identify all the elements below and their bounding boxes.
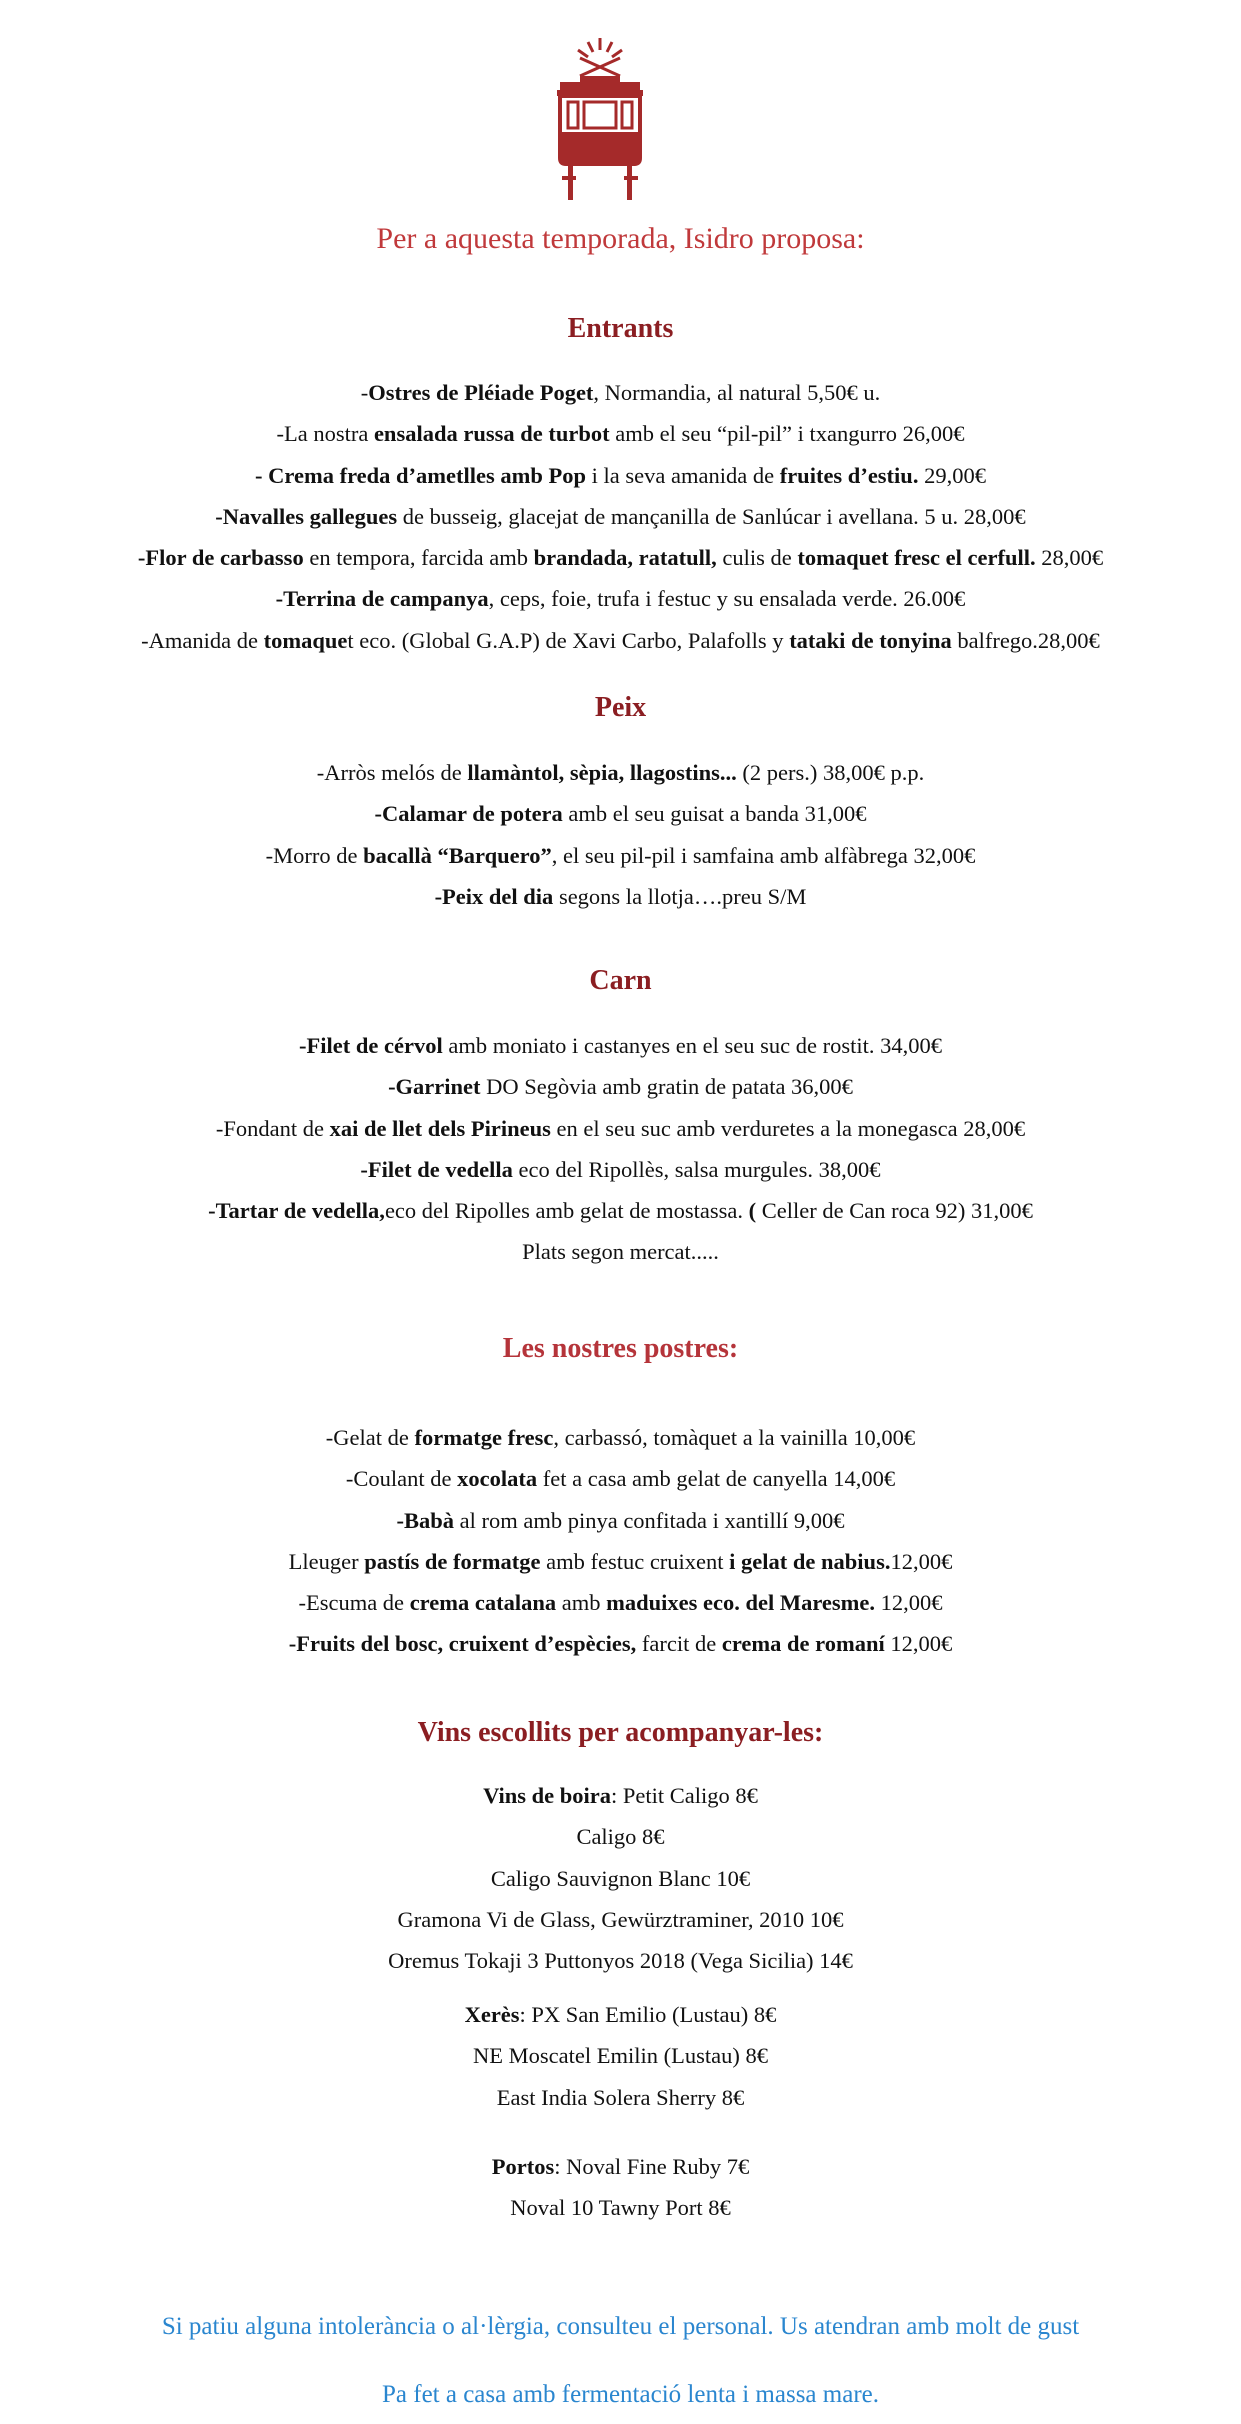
menu-item-highlight: Portos	[491, 2154, 555, 2179]
menu-item-text: Caligo 8€	[576, 1824, 665, 1850]
menu-item-text: Gramona Vi de Glass, Gewürztraminer, 2010 10€	[397, 1906, 844, 1932]
menu-item-text: fet a casa amb gelat de canyella 14,00€	[537, 1466, 896, 1492]
menu-item	[0, 1149, 1241, 1190]
menu-item	[0, 2187, 1241, 2228]
menu-item	[0, 1541, 1241, 1582]
menu-item-text: eco del Ripolles amb gelat de mostassa.	[384, 1198, 749, 1224]
menu-item-text: : Noval Fine Ruby 7€	[554, 2154, 750, 2179]
menu-item-text: Caligo Sauvignon Blanc 10€	[490, 1865, 751, 1891]
menu-item	[0, 1775, 1241, 1816]
menu-item	[0, 876, 1241, 917]
menu-item-highlight: xocolata	[457, 1466, 538, 1492]
menu-item	[0, 578, 1241, 619]
menu-item-highlight: formatge fresc	[414, 1425, 554, 1450]
menu-item	[0, 1940, 1241, 1981]
entrants-list	[0, 372, 1241, 661]
menu-item-text: -Escuma de	[298, 1590, 410, 1616]
menu-item-highlight: -Babà	[396, 1507, 454, 1533]
menu-item-text: East India Solera Sherry 8€	[496, 2084, 745, 2110]
vins-boira-list	[0, 1775, 1241, 1981]
menu-item-highlight: -Garrinet	[388, 1074, 481, 1100]
menu-item-highlight: -Filet de vedella	[360, 1156, 513, 1182]
menu-item-text: 28,00€	[1035, 545, 1104, 571]
section-title-vins: Vins escollits per acompanyar-les:	[417, 1717, 824, 1748]
menu-item-text: -Amanida de	[141, 627, 264, 653]
menu-item-text: Noval 10 Tawny Port 8€	[510, 2195, 731, 2221]
menu-item-text: 29,00€	[918, 462, 986, 488]
menu-item-highlight: tomaque	[263, 627, 348, 653]
menu-item-text: -La nostra	[276, 421, 374, 447]
menu-item-highlight: crema de romaní	[721, 1631, 885, 1657]
menu-item-text: -	[360, 380, 369, 405]
vins-xeres-list	[0, 1994, 1241, 2118]
menu-item	[0, 1417, 1241, 1458]
menu-item-highlight: -Navalles gallegues	[215, 503, 398, 529]
menu-item	[0, 2077, 1241, 2118]
menu-item-highlight: Xerès	[464, 2002, 520, 2027]
menu-item-highlight: pastís de formatge	[364, 1548, 541, 1574]
menu-item	[0, 1458, 1241, 1499]
menu-item	[0, 1500, 1241, 1541]
menu-item	[0, 413, 1241, 454]
menu-item	[0, 1025, 1241, 1066]
menu-item-text: eco del Ripollès, salsa murgules. 38,00€	[512, 1156, 881, 1182]
menu-item-text: t eco. (Global G.A.P) de Xavi Carbo, Palafolls y	[347, 627, 790, 653]
menu-item-highlight: fruites d’estiu.	[779, 462, 919, 488]
menu-item	[0, 752, 1241, 793]
menu-item	[0, 1994, 1241, 2035]
menu-item-text: i la seva amanida de	[586, 462, 780, 488]
menu-item-highlight: xai de llet dels Pirineus	[329, 1115, 551, 1141]
menu-item-text: (2 pers.) 38,00€ p.p.	[736, 760, 925, 785]
section-title-entrants: Entrants	[567, 313, 674, 344]
menu-item-highlight: bacallà “Barquero”	[363, 842, 552, 868]
menu-item	[0, 1858, 1241, 1899]
menu-item-highlight: -Flor de carbasso	[137, 545, 304, 571]
menu-item-highlight: - Crema freda d’ametlles amb Pop	[255, 462, 587, 488]
section-title-carn: Carn	[589, 965, 652, 996]
menu-item	[0, 1816, 1241, 1857]
menu-item-highlight: maduixes eco. del Maresme.	[606, 1590, 876, 1616]
menu-item-text: amb moniato i castanyes en el seu suc de rostit. 34,00€	[442, 1033, 942, 1058]
menu-item-highlight: -Peix del dia	[434, 883, 554, 909]
peix-list	[0, 752, 1241, 917]
section-title-postres: Les nostres postres:	[502, 1333, 739, 1364]
menu-item-text: balfrego.28,00€	[951, 627, 1100, 653]
menu-item-text: Celler de Can roca 92) 31,00€	[756, 1198, 1033, 1224]
menu-item-text: de busseig, glacejat de mançanilla de Sanlúcar i avellana. 5 u. 28,00€	[397, 503, 1026, 529]
menu-item-text: 12,00€	[875, 1590, 943, 1616]
menu-item-text: , Normandia, al natural 5,50€ u.	[593, 380, 881, 405]
menu-item-text: amb festuc cruixent	[540, 1548, 730, 1574]
menu-item	[0, 2146, 1241, 2187]
menu-item	[0, 620, 1241, 661]
menu-item-text: -Morro de	[265, 842, 364, 868]
postres-list	[0, 1417, 1241, 1665]
menu-item-highlight: ensalada russa de turbot	[373, 421, 610, 447]
menu-item-text: : PX San Emilio (Lustau) 8€	[519, 2002, 777, 2027]
menu-item-text: en el seu suc amb verduretes a la monegasca 28,00€	[550, 1115, 1026, 1141]
menu-item-text: , carbassó, tomàquet a la vainilla 10,00€	[553, 1425, 916, 1450]
menu-item	[0, 1066, 1241, 1107]
menu-item-text: -Gelat de	[325, 1425, 415, 1450]
menu-item	[0, 537, 1241, 578]
menu-item-text: : Petit Caligo 8€	[611, 1783, 758, 1808]
menu-item	[0, 496, 1241, 537]
menu-item-highlight: tataki de tonyina	[789, 627, 952, 653]
intro-text: Per a aquesta temporada, Isidro proposa:	[376, 222, 865, 255]
menu-item-text: amb	[556, 1590, 607, 1616]
allergy-note: Si patiu alguna intolerància o al·lèrgia, consulteu el personal. Us atendran amb molt de gust	[161, 2313, 1080, 2340]
menu-item	[0, 1231, 1241, 1272]
menu-item-text: segons la llotja….preu S/M	[553, 883, 807, 909]
menu-item-text: , ceps, foie, trufa i festuc y su ensalada verde. 26.00€	[488, 586, 966, 612]
menu-item	[0, 1108, 1241, 1149]
menu-item-highlight: -Tartar de vedella,	[208, 1198, 385, 1224]
menu-item-text: -Arròs melós de	[316, 760, 468, 785]
menu-item-highlight: i gelat de nabius.	[729, 1548, 891, 1574]
menu-item-text: -Coulant de	[345, 1466, 458, 1492]
menu-item-highlight: Vins de boira	[483, 1783, 612, 1808]
menu-item-text: amb el seu guisat a banda 31,00€	[562, 801, 867, 827]
menu-item-highlight: Ostres de Pléiade Poget	[368, 380, 594, 405]
section-title-peix: Peix	[594, 692, 647, 723]
vins-portos-list	[0, 2146, 1241, 2229]
menu-item	[0, 372, 1241, 413]
menu-item-text: -Fondant de	[215, 1115, 330, 1141]
menu-item-text: en tempora, farcida amb	[303, 545, 534, 571]
menu-item	[0, 1623, 1241, 1664]
menu-item-text: DO Segòvia amb gratin de patata 36,00€	[480, 1074, 853, 1100]
carn-list	[0, 1025, 1241, 1273]
menu-item-highlight: -Fruits del bosc, cruixent d’espècies,	[288, 1631, 637, 1657]
menu-item	[0, 1582, 1241, 1623]
menu-item-highlight: tomaquet fresc el cerfull.	[797, 545, 1036, 571]
menu-item-text: Oremus Tokaji 3 Puttonyos 2018 (Vega Sicilia) 14€	[388, 1948, 853, 1974]
menu-item-highlight: -Terrina de campanya	[275, 586, 489, 612]
menu-item	[0, 1899, 1241, 1940]
menu-item-highlight: crema catalana	[409, 1590, 557, 1616]
menu-item-text: , el seu pil-pil i samfaina amb alfàbrega 32,00€	[551, 842, 976, 868]
menu-item-text: NE Moscatel Emilin (Lustau) 8€	[473, 2043, 768, 2069]
tram-logo-icon	[550, 36, 650, 206]
menu-item-text: Lleuger	[288, 1548, 365, 1574]
menu-item-highlight: -Calamar de potera	[374, 801, 563, 827]
menu-item	[0, 2035, 1241, 2076]
menu-item-highlight: brandada, ratatull,	[533, 545, 717, 571]
menu-item-text: farcit de	[636, 1631, 722, 1657]
menu-item-highlight: (	[748, 1198, 757, 1224]
menu-item	[0, 455, 1241, 496]
menu-item	[0, 835, 1241, 876]
menu-item-text: culis de	[716, 545, 798, 571]
menu-item-text: 12,00€	[884, 1631, 953, 1657]
menu-item-text: amb el seu “pil-pil” i txangurro 26,00€	[609, 421, 965, 447]
menu-item-highlight: llamàntol, sèpia, llagostins...	[467, 760, 737, 785]
menu-item-text: 12,00€	[890, 1548, 953, 1574]
menu-item-text: al rom amb pinya confitada i xantillí 9,00€	[453, 1507, 845, 1533]
menu-item-highlight: -Filet de cérvol	[299, 1033, 443, 1058]
bread-note: Pa fet a casa amb fermentació lenta i massa mare.	[382, 2381, 879, 2408]
menu-item	[0, 793, 1241, 834]
menu-item-text: Plats segon mercat.....	[522, 1239, 719, 1265]
menu-item	[0, 1190, 1241, 1231]
